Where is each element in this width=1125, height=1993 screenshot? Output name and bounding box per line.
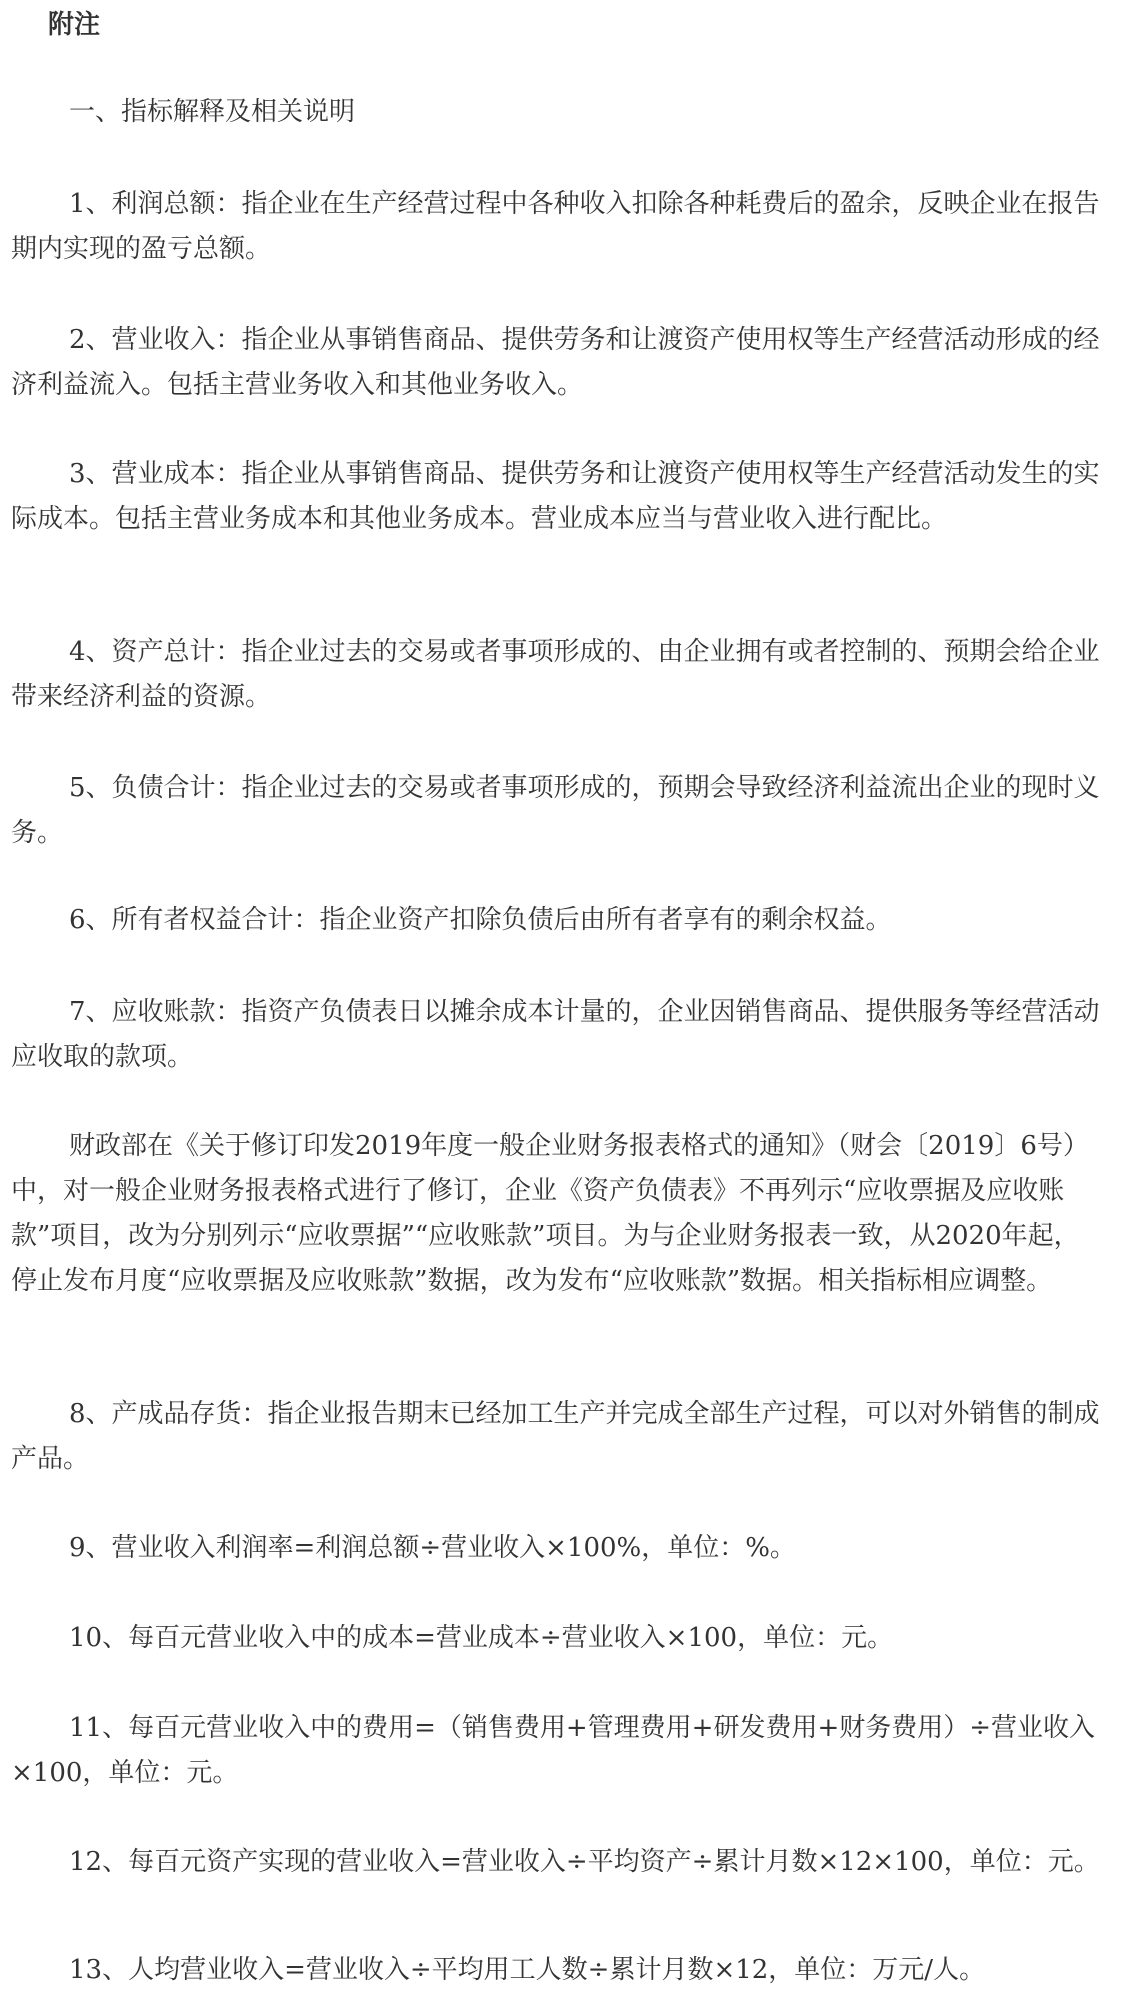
note-paragraph-7: 7、应收账款：指资产负债表日以摊余成本计量的，企业因销售商品、提供服务等经营活动应收取的款项。 bbox=[11, 997, 1100, 1072]
note-paragraph-10: 10、每百元营业收入中的成本=营业成本÷营业收入×100，单位：元。 bbox=[69, 1623, 894, 1653]
note-paragraph-6: 6、所有者权益合计：指企业资产扣除负债后由所有者享有的剩余权益。 bbox=[69, 905, 892, 935]
note-paragraph-9: 9、营业收入利润率=利润总额÷营业收入×100%，单位：%。 bbox=[69, 1533, 796, 1563]
note-paragraph-5: 5、负债合计：指企业过去的交易或者事项形成的，预期会导致经济利益流出企业的现时义务。 bbox=[11, 773, 1100, 848]
note-paragraph-11: 11、每百元营业收入中的费用=（销售费用+管理费用+研发费用+财务费用）÷营业收入×100，单位：元。 bbox=[11, 1713, 1096, 1788]
section-title: 一、指标解释及相关说明 bbox=[69, 97, 356, 127]
note-paragraph-8: 8、产成品存货：指企业报告期末已经加工生产并完成全部生产过程，可以对外销售的制成产品。 bbox=[11, 1399, 1100, 1474]
document-heading: 附注 bbox=[48, 10, 101, 40]
note-paragraph-1: 1、利润总额：指企业在生产经营过程中各种收入扣除各种耗费后的盈余，反映企业在报告期内实现的盈亏总额。 bbox=[11, 189, 1100, 264]
note-paragraph-3: 3、营业成本：指企业从事销售商品、提供劳务和让渡资产使用权等生产经营活动发生的实际成本。包括主营业务成本和其他业务成本。营业成本应当与营业收入进行配比。 bbox=[11, 459, 1100, 534]
note-paragraph-12: 12、每百元资产实现的营业收入=营业收入÷平均资产÷累计月数×12×100，单位：元。 bbox=[69, 1847, 1100, 1877]
note-paragraph-ministry-of-finance: 财政部在《关于修订印发2019年度一般企业财务报表格式的通知》（财会〔2019〕6号）中，对一般企业财务报表格式进行了修订，企业《资产负债表》不再列示“应收票据及应收账款”项目，改为分别列示“应收票据”“应收账款”项目。为与企业财务报表一致，从2020年起，停止发布月度“应收票据及应收账款”数据，改为发布“应收账款”数据。相关指标相应调整。 bbox=[11, 1131, 1089, 1296]
note-paragraph-4: 4、资产总计：指企业过去的交易或者事项形成的、由企业拥有或者控制的、预期会给企业带来经济利益的资源。 bbox=[11, 637, 1100, 712]
note-paragraph-2: 2、营业收入：指企业从事销售商品、提供劳务和让渡资产使用权等生产经营活动形成的经济利益流入。包括主营业务收入和其他业务收入。 bbox=[11, 325, 1100, 400]
note-paragraph-13: 13、人均营业收入=营业收入÷平均用工人数÷累计月数×12，单位：万元/人。 bbox=[69, 1955, 986, 1985]
